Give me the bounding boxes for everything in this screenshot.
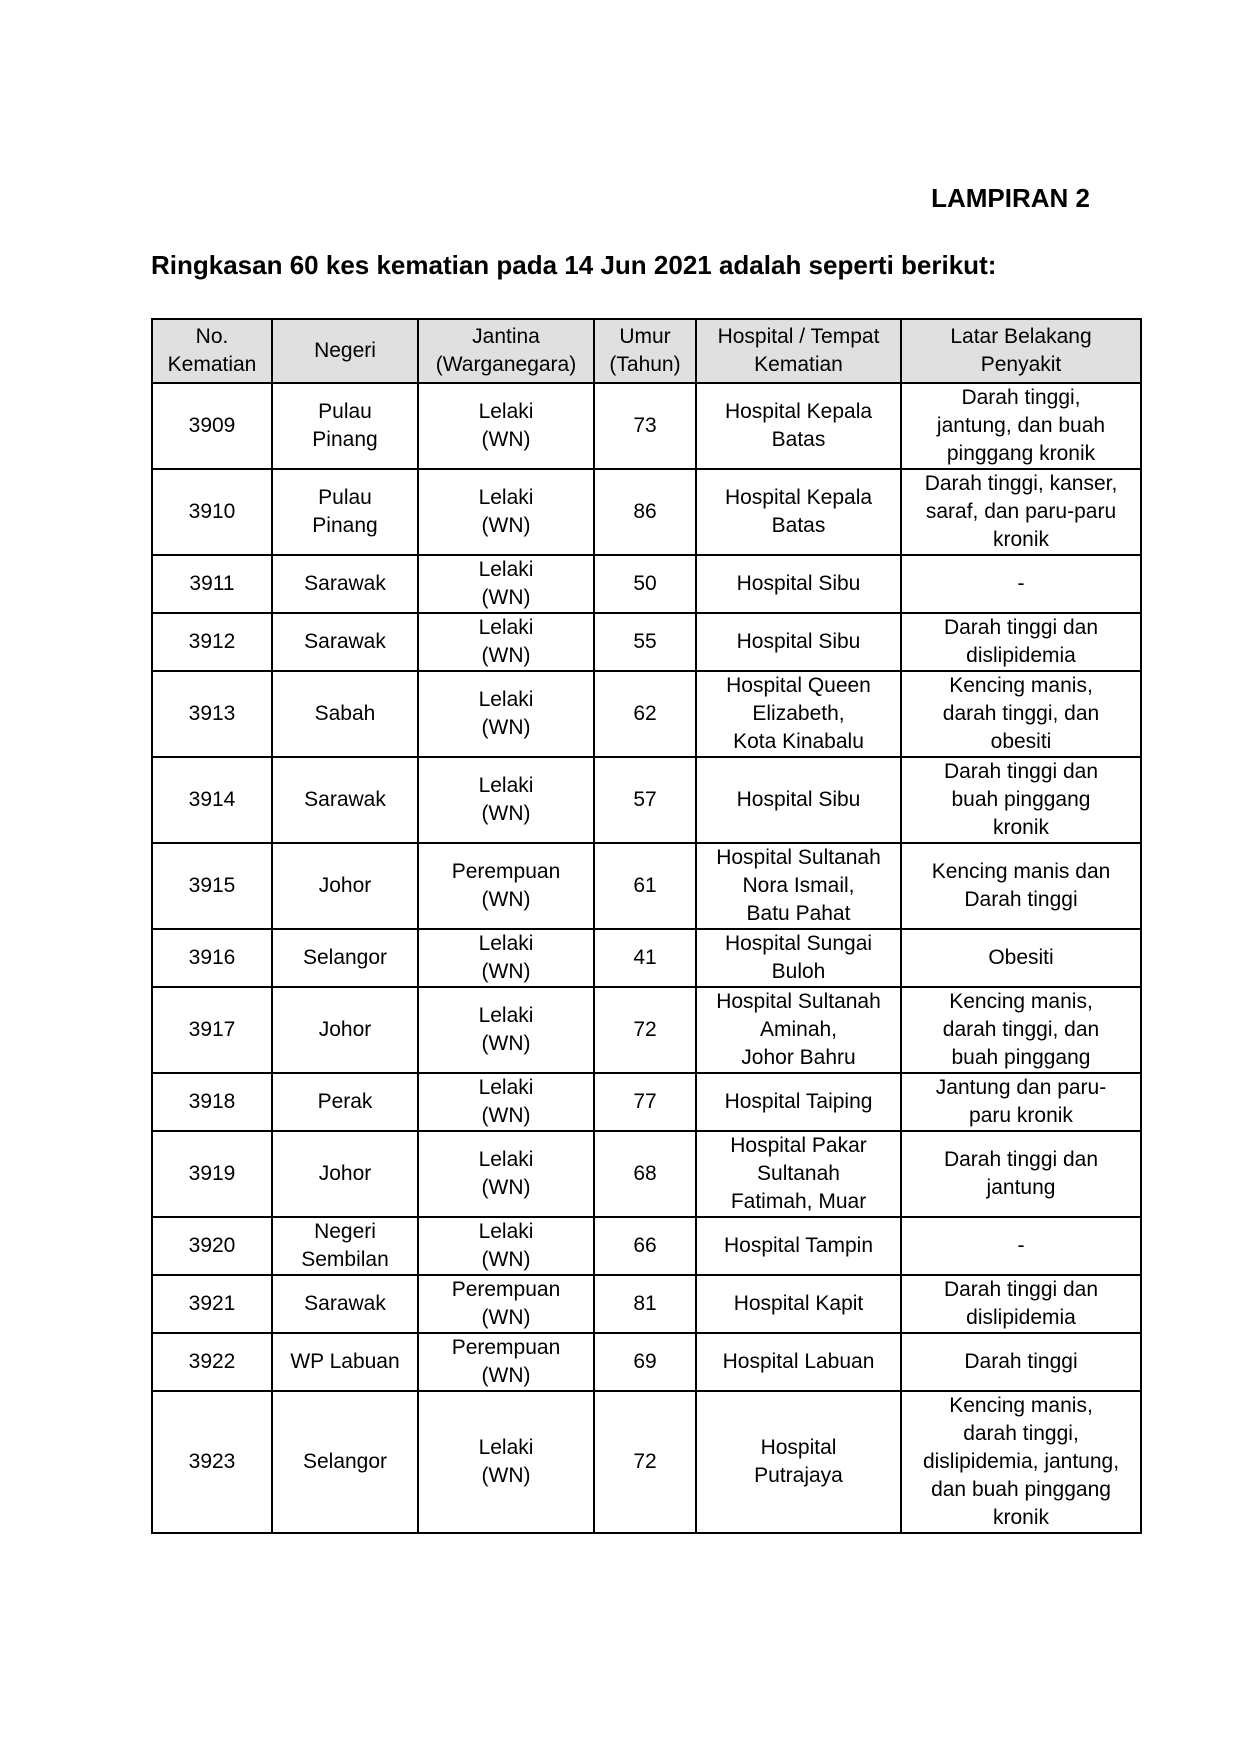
- cell-umur: 55: [594, 613, 696, 671]
- cell-text: Hospital: [760, 1436, 837, 1459]
- cell-text: darah tinggi,: [963, 1422, 1079, 1445]
- header-text: Negeri: [314, 339, 376, 362]
- header-text: Kematian: [167, 353, 257, 376]
- cell-text: Kencing manis,: [949, 1394, 1093, 1417]
- cell-penyakit: [901, 1217, 1141, 1275]
- death-cases-table: [151, 318, 1142, 1534]
- cell-umur: 69: [594, 1333, 696, 1391]
- header-text: Kematian: [754, 353, 843, 376]
- table-row: [152, 757, 1141, 843]
- cell-jantina: [418, 1391, 594, 1533]
- cell-negeri: [272, 1333, 418, 1391]
- cell-no: 3918: [152, 1073, 272, 1131]
- cell-umur: 77: [594, 1073, 696, 1131]
- cell-text: kronik: [992, 1506, 1050, 1529]
- cell-text: Lelaki: [478, 1004, 534, 1027]
- cell-no: 3913: [152, 671, 272, 757]
- cell-penyakit: [901, 1073, 1141, 1131]
- cell-text: pinggang kronik: [946, 442, 1096, 465]
- cell-jantina: [418, 987, 594, 1073]
- table-body: [152, 383, 1141, 1533]
- cell-text: (WN): [481, 1306, 531, 1329]
- cell-text: dislipidemia: [966, 644, 1076, 667]
- cell-jantina: [418, 1131, 594, 1217]
- table-row: [152, 383, 1141, 469]
- table-row: [152, 613, 1141, 671]
- cell-umur: 86: [594, 469, 696, 555]
- cell-text: Hospital Kepala: [724, 486, 873, 509]
- cell-penyakit: [901, 613, 1141, 671]
- cell-text: dan buah pinggang: [931, 1478, 1111, 1501]
- cell-text: paru kronik: [969, 1104, 1073, 1127]
- cell-jantina: [418, 843, 594, 929]
- header-text: Hospital / Tempat: [717, 325, 880, 348]
- cell-no: 3920: [152, 1217, 272, 1275]
- cell-text: (WN): [481, 960, 531, 983]
- cell-no: 3911: [152, 555, 272, 613]
- cell-text: dislipidemia, jantung,: [922, 1450, 1120, 1473]
- cell-text: Darah tinggi dan: [943, 616, 1099, 639]
- cell-text: Hospital Sultanah: [716, 990, 881, 1013]
- cell-hospital: [696, 613, 901, 671]
- cell-text: Pinang: [312, 428, 378, 451]
- cell-negeri: [272, 843, 418, 929]
- cell-text: Hospital Labuan: [722, 1350, 875, 1373]
- table-row: [152, 1391, 1141, 1533]
- cell-text: Buloh: [771, 960, 826, 983]
- cell-penyakit: [901, 843, 1141, 929]
- header-text: Latar Belakang: [950, 325, 1092, 348]
- cell-text: (WN): [481, 716, 531, 739]
- cell-jantina: [418, 383, 594, 469]
- cell-text: Hospital Sungai: [724, 932, 873, 955]
- cell-text: Darah tinggi dan: [943, 1148, 1099, 1171]
- cell-umur: 57: [594, 757, 696, 843]
- cell-text: Pulau: [318, 486, 372, 509]
- table-row: [152, 843, 1141, 929]
- cell-no: 3909: [152, 383, 272, 469]
- cell-no: 3916: [152, 929, 272, 987]
- cell-negeri: [272, 1391, 418, 1533]
- cell-umur: 66: [594, 1217, 696, 1275]
- cell-text: darah tinggi, dan: [942, 702, 1100, 725]
- table-row: [152, 1217, 1141, 1275]
- cell-hospital: [696, 1073, 901, 1131]
- cell-umur: 50: [594, 555, 696, 613]
- table-row: [152, 1073, 1141, 1131]
- cell-text: Lelaki: [478, 400, 534, 423]
- cell-text: Sarawak: [304, 1292, 386, 1315]
- cell-text: Sultanah: [757, 1162, 840, 1185]
- cell-text: Sarawak: [304, 572, 386, 595]
- cell-text: (WN): [481, 1176, 531, 1199]
- cell-penyakit: [901, 1391, 1141, 1533]
- cell-text: Lelaki: [478, 486, 534, 509]
- cell-negeri: [272, 1275, 418, 1333]
- cell-umur: 73: [594, 383, 696, 469]
- cell-text: obesiti: [990, 730, 1052, 753]
- cell-text: (WN): [481, 514, 531, 537]
- cell-hospital: [696, 555, 901, 613]
- cell-negeri: [272, 929, 418, 987]
- cell-text: -: [1017, 1234, 1025, 1257]
- cell-penyakit: [901, 1333, 1141, 1391]
- cell-text: Darah tinggi, kanser,: [924, 472, 1118, 495]
- cell-text: Obesiti: [988, 946, 1054, 969]
- cell-jantina: [418, 757, 594, 843]
- header-penyakit: [901, 319, 1141, 383]
- cell-penyakit: [901, 383, 1141, 469]
- cell-hospital: [696, 929, 901, 987]
- cell-negeri: [272, 757, 418, 843]
- cell-text: Kencing manis,: [949, 674, 1093, 697]
- cell-no: 3919: [152, 1131, 272, 1217]
- cell-text: Perempuan: [451, 860, 561, 883]
- header-text: (Warganegara): [435, 353, 577, 376]
- cell-text: Kota Kinabalu: [733, 730, 864, 753]
- cell-umur: 81: [594, 1275, 696, 1333]
- cell-text: Perempuan: [451, 1278, 561, 1301]
- cell-hospital: [696, 383, 901, 469]
- cell-text: Hospital Pakar: [730, 1134, 867, 1157]
- cell-umur: 62: [594, 671, 696, 757]
- cell-text: saraf, dan paru-paru: [925, 500, 1117, 523]
- cell-text: Hospital Kapit: [733, 1292, 864, 1315]
- header-text: Jantina: [472, 325, 540, 348]
- cell-text: Selangor: [302, 946, 388, 969]
- cell-text: Perempuan: [451, 1336, 561, 1359]
- cell-negeri: [272, 1217, 418, 1275]
- cell-text: kronik: [992, 528, 1050, 551]
- header-hospital: [696, 319, 901, 383]
- cell-text: Elizabeth,: [752, 702, 845, 725]
- cell-text: Hospital Sibu: [736, 572, 861, 595]
- cell-text: (WN): [481, 428, 531, 451]
- cell-text: Lelaki: [478, 616, 534, 639]
- cell-text: Lelaki: [478, 1436, 534, 1459]
- table-header-row: [152, 319, 1141, 383]
- cell-text: -: [1017, 572, 1025, 595]
- cell-text: Darah tinggi: [964, 888, 1078, 911]
- cell-text: Batas: [771, 514, 826, 537]
- cell-negeri: [272, 987, 418, 1073]
- cell-text: Batas: [771, 428, 826, 451]
- cell-no: 3921: [152, 1275, 272, 1333]
- cell-negeri: [272, 555, 418, 613]
- cell-no: 3912: [152, 613, 272, 671]
- cell-hospital: [696, 469, 901, 555]
- cell-text: Sarawak: [304, 788, 386, 811]
- table-row: [152, 555, 1141, 613]
- cell-negeri: [272, 469, 418, 555]
- cell-text: kronik: [992, 816, 1050, 839]
- cell-jantina: [418, 555, 594, 613]
- cell-text: Fatimah, Muar: [730, 1190, 867, 1213]
- cell-text: Hospital Tampin: [723, 1234, 874, 1257]
- cell-text: Lelaki: [478, 1148, 534, 1171]
- cell-jantina: [418, 1333, 594, 1391]
- cell-text: Hospital Kepala: [724, 400, 873, 423]
- cell-negeri: [272, 383, 418, 469]
- cell-text: Johor: [318, 1018, 372, 1041]
- cell-text: Selangor: [302, 1450, 388, 1473]
- cell-text: (WN): [481, 1104, 531, 1127]
- cell-text: Lelaki: [478, 1220, 534, 1243]
- cell-penyakit: [901, 469, 1141, 555]
- header-text: No.: [195, 325, 229, 348]
- cell-text: Darah tinggi: [964, 1350, 1078, 1373]
- table-row: [152, 469, 1141, 555]
- cell-text: Darah tinggi dan: [943, 760, 1099, 783]
- table-row: [152, 987, 1141, 1073]
- cell-negeri: [272, 1073, 418, 1131]
- cell-jantina: [418, 1073, 594, 1131]
- cell-jantina: [418, 1275, 594, 1333]
- cell-jantina: [418, 929, 594, 987]
- cell-negeri: [272, 1131, 418, 1217]
- cell-text: Jantung dan paru-: [935, 1076, 1107, 1099]
- cell-text: Lelaki: [478, 932, 534, 955]
- cell-hospital: [696, 1217, 901, 1275]
- cell-text: jantung: [986, 1176, 1056, 1199]
- cell-text: Sabah: [314, 702, 376, 725]
- cell-text: Pinang: [312, 514, 378, 537]
- cell-text: Lelaki: [478, 558, 534, 581]
- cell-penyakit: [901, 1275, 1141, 1333]
- header-jantina: [418, 319, 594, 383]
- cell-text: Perak: [317, 1090, 373, 1113]
- header-negeri: [272, 319, 418, 383]
- cell-text: (WN): [481, 1032, 531, 1055]
- cell-text: jantung, dan buah: [936, 414, 1106, 437]
- cell-hospital: [696, 1275, 901, 1333]
- cell-text: Putrajaya: [754, 1464, 843, 1487]
- cell-text: Hospital Sultanah: [716, 846, 881, 869]
- cell-text: Johor Bahru: [741, 1046, 856, 1069]
- cell-negeri: [272, 671, 418, 757]
- cell-text: Darah tinggi,: [961, 386, 1081, 409]
- cell-jantina: [418, 671, 594, 757]
- cell-text: Hospital Sibu: [736, 630, 861, 653]
- table-row: [152, 671, 1141, 757]
- cell-umur: 72: [594, 987, 696, 1073]
- cell-text: Negeri: [314, 1220, 376, 1243]
- cell-text: Lelaki: [478, 688, 534, 711]
- header-text: Penyakit: [980, 353, 1062, 376]
- cell-text: WP Labuan: [290, 1350, 400, 1373]
- cell-text: dislipidemia: [966, 1306, 1076, 1329]
- cell-text: darah tinggi, dan: [942, 1018, 1100, 1041]
- cell-text: Sembilan: [301, 1248, 389, 1271]
- table-row: [152, 1275, 1141, 1333]
- cell-hospital: [696, 987, 901, 1073]
- cell-no: 3923: [152, 1391, 272, 1533]
- cell-text: Hospital Queen: [726, 674, 871, 697]
- cell-penyakit: [901, 929, 1141, 987]
- cell-text: Aminah,: [759, 1018, 838, 1041]
- cell-no: 3922: [152, 1333, 272, 1391]
- header-text: Umur: [619, 325, 671, 348]
- cell-jantina: [418, 1217, 594, 1275]
- cell-text: Pulau: [318, 400, 372, 423]
- cell-text: (WN): [481, 802, 531, 825]
- cell-no: 3914: [152, 757, 272, 843]
- document-title: Ringkasan 60 kes kematian pada 14 Jun 2021 adalah seperti berikut:: [151, 250, 997, 280]
- cell-text: buah pinggang: [951, 1046, 1091, 1069]
- cell-text: (WN): [481, 1464, 531, 1487]
- cell-text: Darah tinggi dan: [943, 1278, 1099, 1301]
- cell-text: (WN): [481, 888, 531, 911]
- cell-text: Kencing manis dan: [931, 860, 1111, 883]
- table-row: [152, 929, 1141, 987]
- cell-umur: 72: [594, 1391, 696, 1533]
- cell-text: Lelaki: [478, 1076, 534, 1099]
- cell-text: Sarawak: [304, 630, 386, 653]
- cell-no: 3915: [152, 843, 272, 929]
- cell-text: Johor: [318, 1162, 372, 1185]
- header-no: [152, 319, 272, 383]
- cell-umur: 68: [594, 1131, 696, 1217]
- cell-hospital: [696, 757, 901, 843]
- cell-text: Johor: [318, 874, 372, 897]
- cell-umur: 61: [594, 843, 696, 929]
- cell-text: Batu Pahat: [746, 902, 851, 925]
- cell-jantina: [418, 613, 594, 671]
- cell-text: Hospital Taiping: [724, 1090, 873, 1113]
- cell-penyakit: [901, 671, 1141, 757]
- cell-text: Hospital Sibu: [736, 788, 861, 811]
- header-umur: [594, 319, 696, 383]
- header-text: (Tahun): [609, 353, 681, 376]
- cell-hospital: [696, 843, 901, 929]
- cell-jantina: [418, 469, 594, 555]
- cell-penyakit: [901, 987, 1141, 1073]
- appendix-label: LAMPIRAN 2: [931, 183, 1090, 213]
- cell-text: (WN): [481, 644, 531, 667]
- cell-text: Nora Ismail,: [742, 874, 855, 897]
- cell-no: 3910: [152, 469, 272, 555]
- cell-penyakit: [901, 555, 1141, 613]
- cell-text: (WN): [481, 586, 531, 609]
- table-row: [152, 1333, 1141, 1391]
- cell-text: buah pinggang: [951, 788, 1091, 811]
- cell-text: Lelaki: [478, 774, 534, 797]
- table-row: [152, 1131, 1141, 1217]
- cell-hospital: [696, 1333, 901, 1391]
- cell-hospital: [696, 1391, 901, 1533]
- cell-no: 3917: [152, 987, 272, 1073]
- cell-hospital: [696, 1131, 901, 1217]
- cell-negeri: [272, 613, 418, 671]
- cell-penyakit: [901, 1131, 1141, 1217]
- cell-text: (WN): [481, 1248, 531, 1271]
- cell-text: Kencing manis,: [949, 990, 1093, 1013]
- cell-hospital: [696, 671, 901, 757]
- cell-text: (WN): [481, 1364, 531, 1387]
- cell-umur: 41: [594, 929, 696, 987]
- cell-penyakit: [901, 757, 1141, 843]
